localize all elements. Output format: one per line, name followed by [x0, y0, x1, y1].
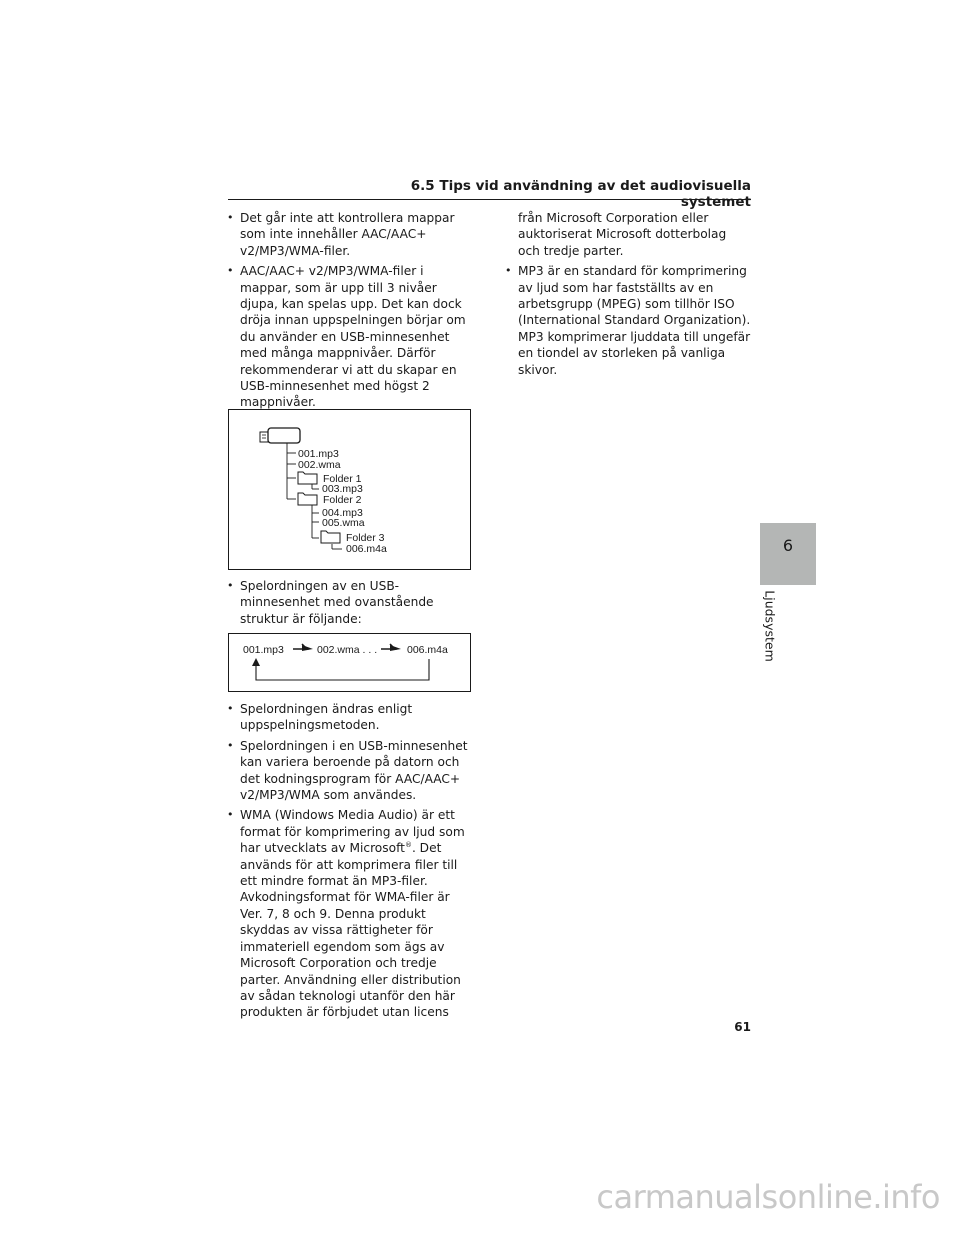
loop-back-arrow [252, 658, 429, 680]
order-item-last: 006.m4a [407, 644, 448, 656]
order-item-second: 002.wma . . . [317, 644, 378, 656]
usb-folder-structure-figure [228, 409, 471, 570]
chapter-label: Ljudsystem [762, 590, 778, 662]
folder-label-1: Folder 1 [323, 473, 362, 485]
left-column [227, 210, 473, 415]
usb-folder-tree-diagram [229, 410, 470, 569]
file-label-006-m4a: 006.m4a [346, 543, 387, 555]
bullet-item: • Spelordningen ändras enligt uppspelningsmetoden. [227, 701, 473, 734]
wma-text-before: WMA (Windows Media Audio) är ett format för komprimering av ljud som har utvecklats av Microsoft [240, 808, 465, 856]
arrow-right-icon [293, 644, 313, 651]
usb-stick-icon [260, 428, 300, 443]
file-label-003-mp3: 003.mp3 [322, 483, 363, 495]
folder-label-3: Folder 3 [346, 532, 385, 544]
header-rule [228, 199, 751, 200]
chapter-label-wrap [750, 590, 790, 670]
watermark: carmanualsonline.info [596, 1178, 940, 1216]
play-order-diagram [229, 634, 470, 691]
arrow-right-icon [381, 644, 401, 651]
page-number: 61 [734, 1020, 751, 1034]
wma-text-after: . Det används för att komprimera filer till ett mindre format än MP3-filer. Avkodningsformat för WMA-filer är Ver. 7, 8 och 9. Denna produkt skyddas av vissa rättigheter för immateriell egendom som ägs av Microsoft Corporation och tredje parter. Användning eller distribution av sådan teknologi utanför den här produkten är förbjudet utan licens [240, 841, 461, 1020]
right-column [505, 210, 751, 382]
bullet-item: • MP3 är en standard för komprimering av ljud som har fastställts av en arbetsgrupp (MPEG) som tillhör ISO (International Standard Organization). MP3 komprimerar ljuddata till ungefär en tiondel av storleken på vanliga skivor. [505, 263, 751, 378]
left-column-bottom [227, 701, 473, 1025]
file-label-004-mp3: 004.mp3 [322, 507, 363, 519]
folder-icon [298, 493, 317, 505]
folder-label-2: Folder 2 [323, 494, 362, 506]
file-label-002-wma: 002.wma [298, 459, 341, 471]
bullet-item: • Spelordningen i en USB-minnesenhet kan variera beroende på datorn och det kodningsprogram för AAC/AAC+ v2/MP3/WMA som användes. [227, 738, 473, 804]
file-label-005-wma: 005.wma [322, 517, 365, 529]
chapter-number: 6 [782, 536, 794, 555]
bullet-list-right [505, 263, 751, 378]
left-column-middle [227, 578, 473, 631]
bullet-list-top [227, 210, 473, 411]
order-item-first: 001.mp3 [243, 644, 284, 656]
bullet-item: • Det går inte att kontrollera mappar som inte innehåller AAC/AAC+ v2/MP3/WMA-filer. [227, 210, 473, 259]
bullet-item: • Spelordningen av en USB-minnesenhet med ovanstående struktur är följande: [227, 578, 473, 627]
bullet-list-middle [227, 578, 473, 627]
play-order-figure [228, 633, 471, 692]
section-header-title: 6.5 Tips vid användning av det audiovisuella systemet [410, 178, 751, 210]
file-label-001-mp3: 001.mp3 [298, 448, 339, 460]
folder-icon [321, 531, 340, 543]
folder-icon [298, 472, 317, 484]
registered-mark: ® [404, 841, 412, 850]
continuation-text: från Microsoft Corporation eller auktoriserat Microsoft dotterbolag och tredje parter. [518, 211, 727, 258]
bullet-list-bottom [227, 701, 473, 1021]
bullet-item-wma [227, 807, 473, 1020]
bullet-item: • AAC/AAC+ v2/MP3/WMA-filer i mappar, som är upp till 3 nivåer djupa, kan spelas upp. Det kan dock dröja innan uppspelningen börjar om du använder en USB-minnesenhet med många mappnivåer. Därför rekommenderar vi att du skapar en USB-minnesenhet med högst 2 mappnivåer. [227, 263, 473, 411]
